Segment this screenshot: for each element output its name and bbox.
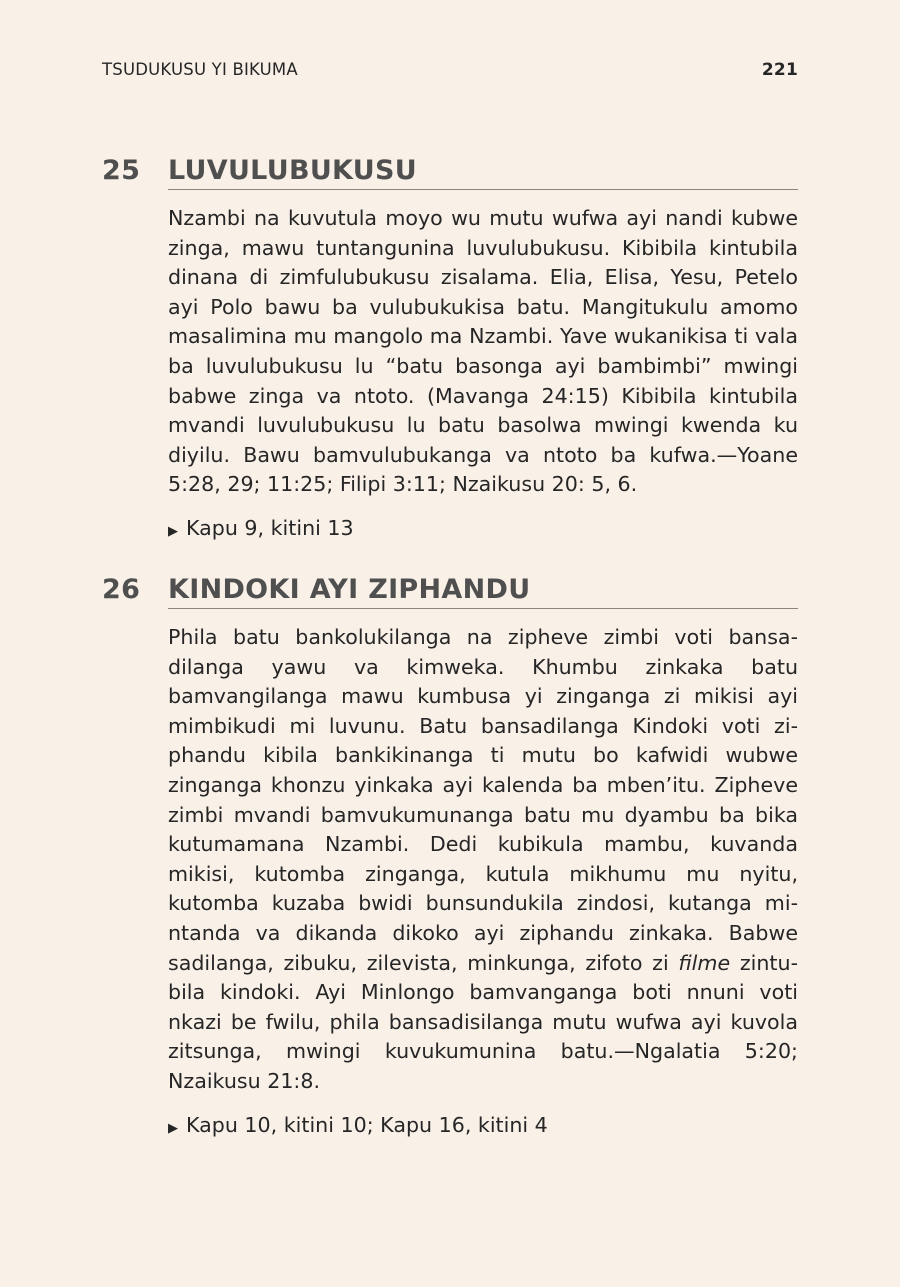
entry-number: 25 — [102, 155, 141, 186]
cross-reference-link[interactable] — [168, 1111, 798, 1143]
running-title: TSUDUKUSU YI BIKUMA — [102, 60, 298, 79]
running-header — [102, 60, 798, 80]
entry-body — [168, 623, 798, 1143]
entry-body — [168, 204, 798, 546]
entry-kindoki-ayi-ziphandu — [102, 574, 798, 1143]
entry-luvulubukusu — [102, 155, 798, 546]
cross-reference-text: Kapu 9, kitini 13 — [186, 515, 354, 540]
triangle-right-icon: ▶ — [168, 523, 178, 539]
entry-paragraph: Nzambi na kuvutula moyo wu mutu wufwa ayi nandi kubwe zinga, mawu tuntangunina luvulubukusu. Kibibila kintubila dinana di zimfulubukusu zisalama. Elia, Elisa, Yesu, Petelo ayi Polo bawu ba vulubukukisa batu. Mangitukulu amomo masalimina mu mangolo ma Nzambi. Yave wukanikisa ti vala ba luvulubukusu lu “batu basonga ayi bambimbi” mwingi babwe zinga va ntoto. (Mavanga 24:15) Kibibila kintubila mvandi luvulubukusu lu batu basolwa mwingi kwenda ku diyilu. Bawu bamvulubukanga va ntoto ba kufwa.—Yoane 5:28, 29; 11:25; Filipi 3:11; Nzaikusu 20: 5, 6. — [168, 206, 798, 497]
cross-reference-text: Kapu 10, kitini 10; Kapu 16, kitini 4 — [186, 1112, 548, 1137]
entry-heading — [102, 155, 798, 190]
page-number: 221 — [761, 60, 798, 80]
entry-title: KINDOKI AYI ZIPHANDU — [168, 574, 798, 609]
entry-number: 26 — [102, 574, 141, 605]
entry-title: LUVULUBUKUSU — [168, 155, 798, 190]
entry-heading — [102, 574, 798, 609]
paragraph-text-start: Phila batu bankolukilanga na zipheve zimbi voti bansadilanga yawu va kimweka. Khumbu zinkaka batu bamvangilanga mawu kumbusa yi zinganga zi mikisi ayi mimbikudi mi luvunu. Batu bansadilanga Kindoki voti ziphandu kibila bankikinanga ti mutu bo kafwidi wubwe zinganga khonzu yinkaka ayi kalenda ba mben’itu. Zipheve zimbi mvandi bamvukumunanga batu mu dyambu ba bika kutumamana Nzambi. Dedi kubikula mambu, kuvanda mikisi, kutomba zinganga, kutula mikhumu mu nyitu, kutomba kuzaba bwidi bunsundukila zindosi, kutanga mintanda va dikanda dikoko ayi ziphandu zinkaka. Babwe sadilanga, zibuku, zilevista, minkunga, zifoto zi — [168, 625, 798, 975]
triangle-right-icon: ▶ — [168, 1120, 178, 1136]
italic-word: filme — [678, 950, 731, 975]
entry-paragraph — [168, 623, 798, 1097]
paragraph-text-end: zintubila kindoki. Ayi Minlongo bamvanganga boti nnuni voti nkazi be fwilu, phila bansadisilanga mutu wufwa ayi kuvola zitsunga, mwingi kuvukumunina batu.—Ngalatia 5:20; Nzaikusu 21:8. — [168, 950, 798, 1093]
cross-reference-link[interactable] — [168, 514, 798, 546]
